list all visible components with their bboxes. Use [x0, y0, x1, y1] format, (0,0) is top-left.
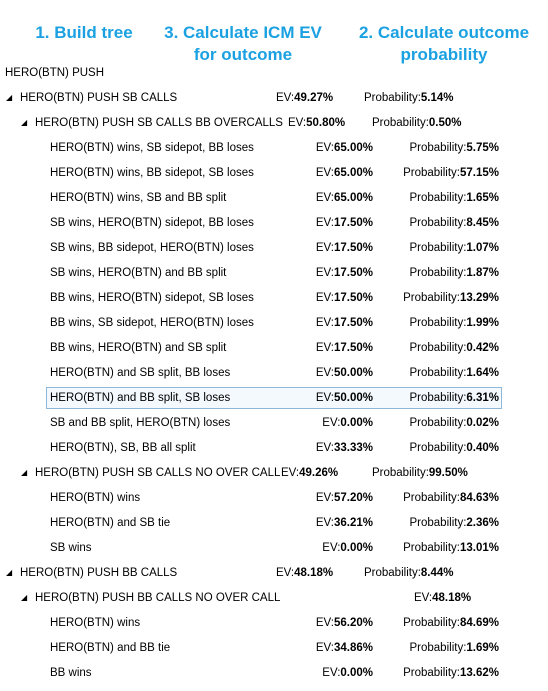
- probability-value: Probability:57.15%: [403, 167, 499, 179]
- header-build-tree: [22, 22, 146, 44]
- tree-row-label: HERO(BTN) PUSH SB CALLS NO OVER CALL: [35, 467, 281, 479]
- tree-row-label: HERO(BTN) wins: [50, 617, 141, 629]
- ev-value: EV:49.26%: [281, 467, 339, 479]
- tree-node-row[interactable]: [0, 587, 548, 609]
- ev-value: EV:48.18%: [414, 592, 472, 604]
- tree-row-label: HERO(BTN) and SB tie: [50, 517, 171, 529]
- tree-row-outcome[interactable]: [0, 387, 548, 409]
- expand-toggle-icon[interactable]: ◢: [21, 593, 28, 602]
- tree-row-label: HERO(BTN) PUSH SB CALLS BB OVERCALLS: [35, 117, 283, 129]
- tree-row-label: HERO(BTN), SB, BB all split: [50, 442, 196, 454]
- ev-value: EV:50.00%: [315, 392, 373, 404]
- tree-row-label: SB wins, HERO(BTN) sidepot, BB loses: [50, 217, 254, 229]
- tree-row-label: BB wins, HERO(BTN) sidepot, SB loses: [50, 292, 254, 304]
- tree-row-label: BB wins, HERO(BTN) and SB split: [50, 342, 227, 354]
- ev-value: EV:34.86%: [315, 642, 373, 654]
- header-build-tree-text: 1. Build tree: [35, 23, 133, 42]
- probability-value: Probability:0.02%: [409, 417, 499, 429]
- ev-value: EV:50.00%: [315, 367, 373, 379]
- expand-toggle-icon[interactable]: ◢: [21, 468, 28, 477]
- probability-value: Probability:84.63%: [403, 492, 499, 504]
- ev-value: EV:17.50%: [315, 317, 373, 329]
- tree-row-label: BB wins, SB sidepot, HERO(BTN) loses: [50, 317, 254, 329]
- tree-row-label: SB and BB split, HERO(BTN) loses: [50, 417, 231, 429]
- tree-row-outcome[interactable]: [0, 362, 548, 384]
- ev-value: EV:65.00%: [315, 142, 373, 154]
- tree-row-label: HERO(BTN) and BB tie: [50, 642, 171, 654]
- header-calculate-icm-ev-line1: 3. Calculate ICM EV: [164, 23, 322, 42]
- tree-root[interactable]: [0, 62, 548, 84]
- probability-value: Probability:8.45%: [409, 217, 499, 229]
- probability-value: Probability:99.50%: [372, 467, 468, 479]
- ev-value: EV:17.50%: [315, 292, 373, 304]
- ev-value: EV:65.00%: [315, 192, 373, 204]
- probability-value: Probability:1.65%: [409, 192, 499, 204]
- tree-row-outcome[interactable]: [0, 412, 548, 434]
- tree-row-label: HERO(BTN) PUSH BB CALLS: [20, 567, 178, 579]
- tree-row-outcome[interactable]: [0, 537, 548, 559]
- tree-node-row[interactable]: [0, 562, 548, 584]
- tree-row-label: HERO(BTN) PUSH SB CALLS: [20, 92, 178, 104]
- tree-row-label: SB wins, BB sidepot, HERO(BTN) loses: [50, 242, 254, 254]
- header-calculate-icm-ev-line2: for outcome: [193, 45, 293, 64]
- header-calculate-probability: [344, 22, 544, 66]
- probability-value: Probability:2.36%: [409, 517, 499, 529]
- ev-value: EV:33.33%: [315, 442, 373, 454]
- tree-row-outcome[interactable]: [0, 162, 548, 184]
- probability-value: Probability:1.87%: [409, 267, 499, 279]
- expand-toggle-icon[interactable]: ◢: [6, 568, 13, 577]
- ev-value: EV:49.27%: [276, 92, 334, 104]
- ev-value: EV:17.50%: [315, 242, 373, 254]
- probability-value: Probability:1.69%: [409, 642, 499, 654]
- probability-value: Probability:1.07%: [409, 242, 499, 254]
- ev-value: EV:0.00%: [322, 417, 373, 429]
- header-calculate-probability-line1: 2. Calculate outcome: [358, 23, 530, 42]
- header-calculate-icm-ev: [154, 22, 332, 66]
- ev-value: EV:48.18%: [276, 567, 334, 579]
- tree-row-label: HERO(BTN) wins, SB sidepot, BB loses: [50, 142, 254, 154]
- ev-value: EV:0.00%: [322, 542, 373, 554]
- tree-row-outcome[interactable]: [0, 487, 548, 509]
- probability-value: Probability:1.99%: [409, 317, 499, 329]
- tree-row-outcome[interactable]: [0, 312, 548, 334]
- ev-value: EV:65.00%: [315, 167, 373, 179]
- tree-row-outcome[interactable]: [0, 337, 548, 359]
- tree-row-outcome[interactable]: [0, 637, 548, 659]
- tree-row-outcome[interactable]: [0, 212, 548, 234]
- tree-row-label: SB wins, HERO(BTN) and BB split: [50, 267, 227, 279]
- tree-row-label: HERO(BTN) PUSH BB CALLS NO OVER CALL: [35, 592, 281, 604]
- probability-value: Probability:1.64%: [409, 367, 499, 379]
- probability-value: Probability:13.29%: [403, 292, 499, 304]
- ev-value: EV:36.21%: [315, 517, 373, 529]
- tree-row-label: SB wins: [50, 542, 92, 554]
- tree-node-row[interactable]: [0, 462, 548, 484]
- tree-row-label: HERO(BTN) wins: [50, 492, 141, 504]
- expand-toggle-icon[interactable]: ◢: [21, 118, 28, 127]
- ev-value: EV:17.50%: [315, 217, 373, 229]
- tree-row-outcome[interactable]: [0, 187, 548, 209]
- tree-row-outcome[interactable]: [0, 512, 548, 534]
- tree-row-label: HERO(BTN) wins, SB and BB split: [50, 192, 227, 204]
- tree-row-outcome[interactable]: [0, 662, 548, 684]
- tree-row-outcome[interactable]: [0, 237, 548, 259]
- probability-value: Probability:6.31%: [409, 392, 499, 404]
- tree-row-outcome[interactable]: [0, 137, 548, 159]
- probability-value: Probability:8.44%: [364, 567, 454, 579]
- tree-row-label: HERO(BTN) and BB split, SB loses: [50, 392, 231, 404]
- probability-value: Probability:5.14%: [364, 92, 454, 104]
- probability-value: Probability:0.40%: [409, 442, 499, 454]
- tree-row-label: BB wins: [50, 667, 92, 679]
- tree-row-label: HERO(BTN) and SB split, BB loses: [50, 367, 231, 379]
- tree-row-label: HERO(BTN) wins, BB sidepot, SB loses: [50, 167, 254, 179]
- probability-value: Probability:0.50%: [372, 117, 462, 129]
- tree-row-outcome[interactable]: [0, 262, 548, 284]
- ev-value: EV:17.50%: [315, 342, 373, 354]
- tree-node-row[interactable]: [0, 87, 548, 109]
- probability-value: Probability:84.69%: [403, 617, 499, 629]
- tree-row-outcome[interactable]: [0, 287, 548, 309]
- tree-row-outcome[interactable]: [0, 437, 548, 459]
- ev-value: EV:50.80%: [288, 117, 346, 129]
- probability-value: Probability:13.01%: [403, 542, 499, 554]
- header-calculate-probability-line2: probability: [400, 45, 488, 64]
- tree-node-row[interactable]: [0, 112, 548, 134]
- expand-toggle-icon[interactable]: ◢: [6, 93, 13, 102]
- tree-row-outcome[interactable]: [0, 612, 548, 634]
- tree-root-label: HERO(BTN) PUSH: [5, 67, 105, 79]
- probability-value: Probability:0.42%: [409, 342, 499, 354]
- probability-value: Probability:13.62%: [403, 667, 499, 679]
- ev-value: EV:57.20%: [315, 492, 373, 504]
- ev-value: EV:56.20%: [315, 617, 373, 629]
- ev-value: EV:17.50%: [315, 267, 373, 279]
- ev-value: EV:0.00%: [322, 667, 373, 679]
- probability-value: Probability:5.75%: [409, 142, 499, 154]
